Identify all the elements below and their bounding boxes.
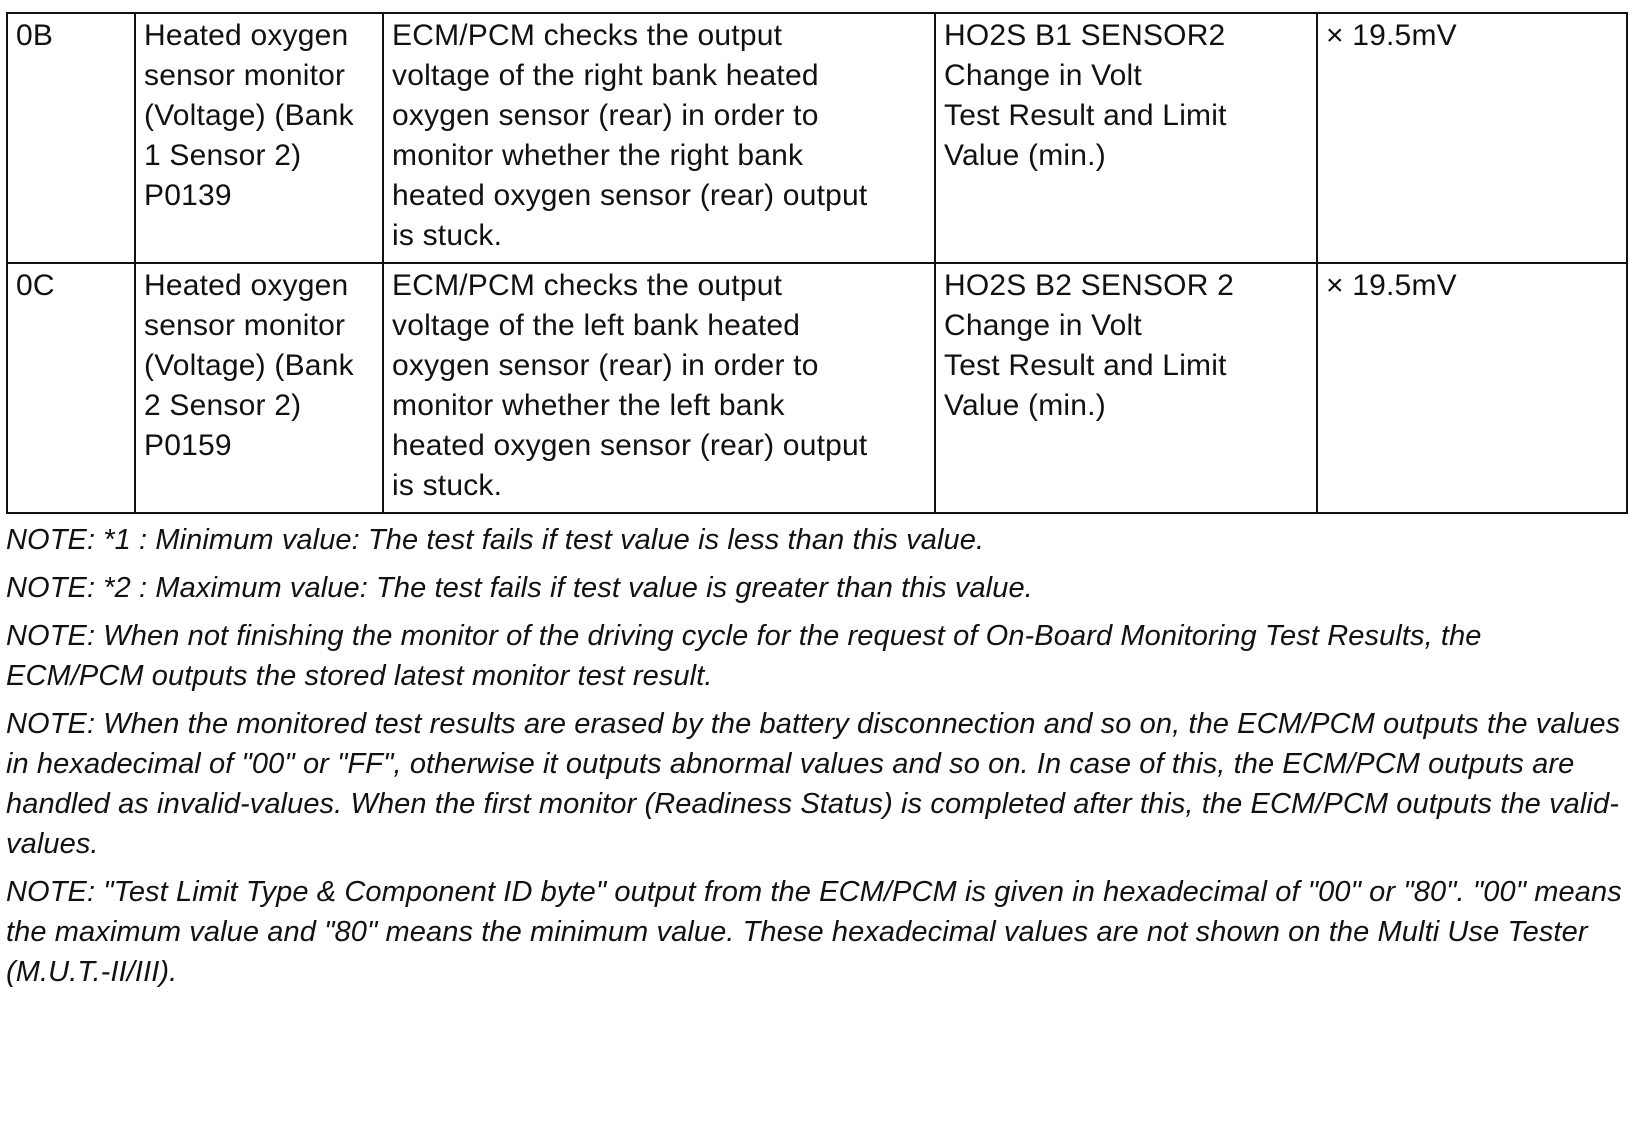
monitor-test-table bbox=[6, 12, 1628, 514]
notes-section bbox=[6, 520, 1626, 992]
parameter-cell: HO2S B2 SENSOR 2 Change in Volt Test Result and Limit Value (min.) bbox=[935, 263, 1317, 513]
test-id-cell: 0C bbox=[7, 263, 135, 513]
description-cell: ECM/PCM checks the output voltage of the right bank heated oxygen sensor (rear) in order to monitor whether the right bank heated oxygen sensor (rear) output is stuck. bbox=[383, 13, 935, 263]
monitor-name-cell: Heated oxygen sensor monitor (Voltage) (Bank 2 Sensor 2) P0159 bbox=[135, 263, 383, 513]
monitor-name-cell: Heated oxygen sensor monitor (Voltage) (Bank 1 Sensor 2) P0139 bbox=[135, 13, 383, 263]
parameter-cell: HO2S B1 SENSOR2 Change in Volt Test Result and Limit Value (min.) bbox=[935, 13, 1317, 263]
note-latest-result: NOTE: When not finishing the monitor of the driving cycle for the request of On-Board Monitoring Test Results, the ECM/PCM outputs the stored latest monitor test result. bbox=[6, 620, 1482, 692]
note-maximum-value: NOTE: *2 : Maximum value: The test fails if test value is greater than this value. bbox=[6, 572, 1033, 604]
description-cell: ECM/PCM checks the output voltage of the left bank heated oxygen sensor (rear) in order to monitor whether the left bank heated oxygen sensor (rear) output is stuck. bbox=[383, 263, 935, 513]
document-page bbox=[6, 12, 1626, 1000]
table-row bbox=[7, 13, 1627, 263]
unit-cell: × 19.5mV bbox=[1317, 263, 1627, 513]
note-minimum-value: NOTE: *1 : Minimum value: The test fails if test value is less than this value. bbox=[6, 524, 985, 556]
note-invalid-values: NOTE: When the monitored test results are erased by the battery disconnection and so on, the ECM/PCM outputs the values in hexadecimal of "00" or "FF", otherwise it outputs abnormal values and so on. In case of this, the ECM/PCM outputs are handled as invalid-values. When the first monitor (Readiness Status) is completed after this, the ECM/PCM outputs the valid-values. bbox=[6, 708, 1621, 860]
note-test-limit-type: NOTE: "Test Limit Type & Component ID byte" output from the ECM/PCM is given in hexadecimal of "00" or "80". "00" means the maximum value and "80" means the minimum value. These hexadecimal values are not shown on the Multi Use Tester (M.U.T.-II/III). bbox=[6, 876, 1622, 988]
table-row bbox=[7, 263, 1627, 513]
unit-cell: × 19.5mV bbox=[1317, 13, 1627, 263]
test-id-cell: 0B bbox=[7, 13, 135, 263]
